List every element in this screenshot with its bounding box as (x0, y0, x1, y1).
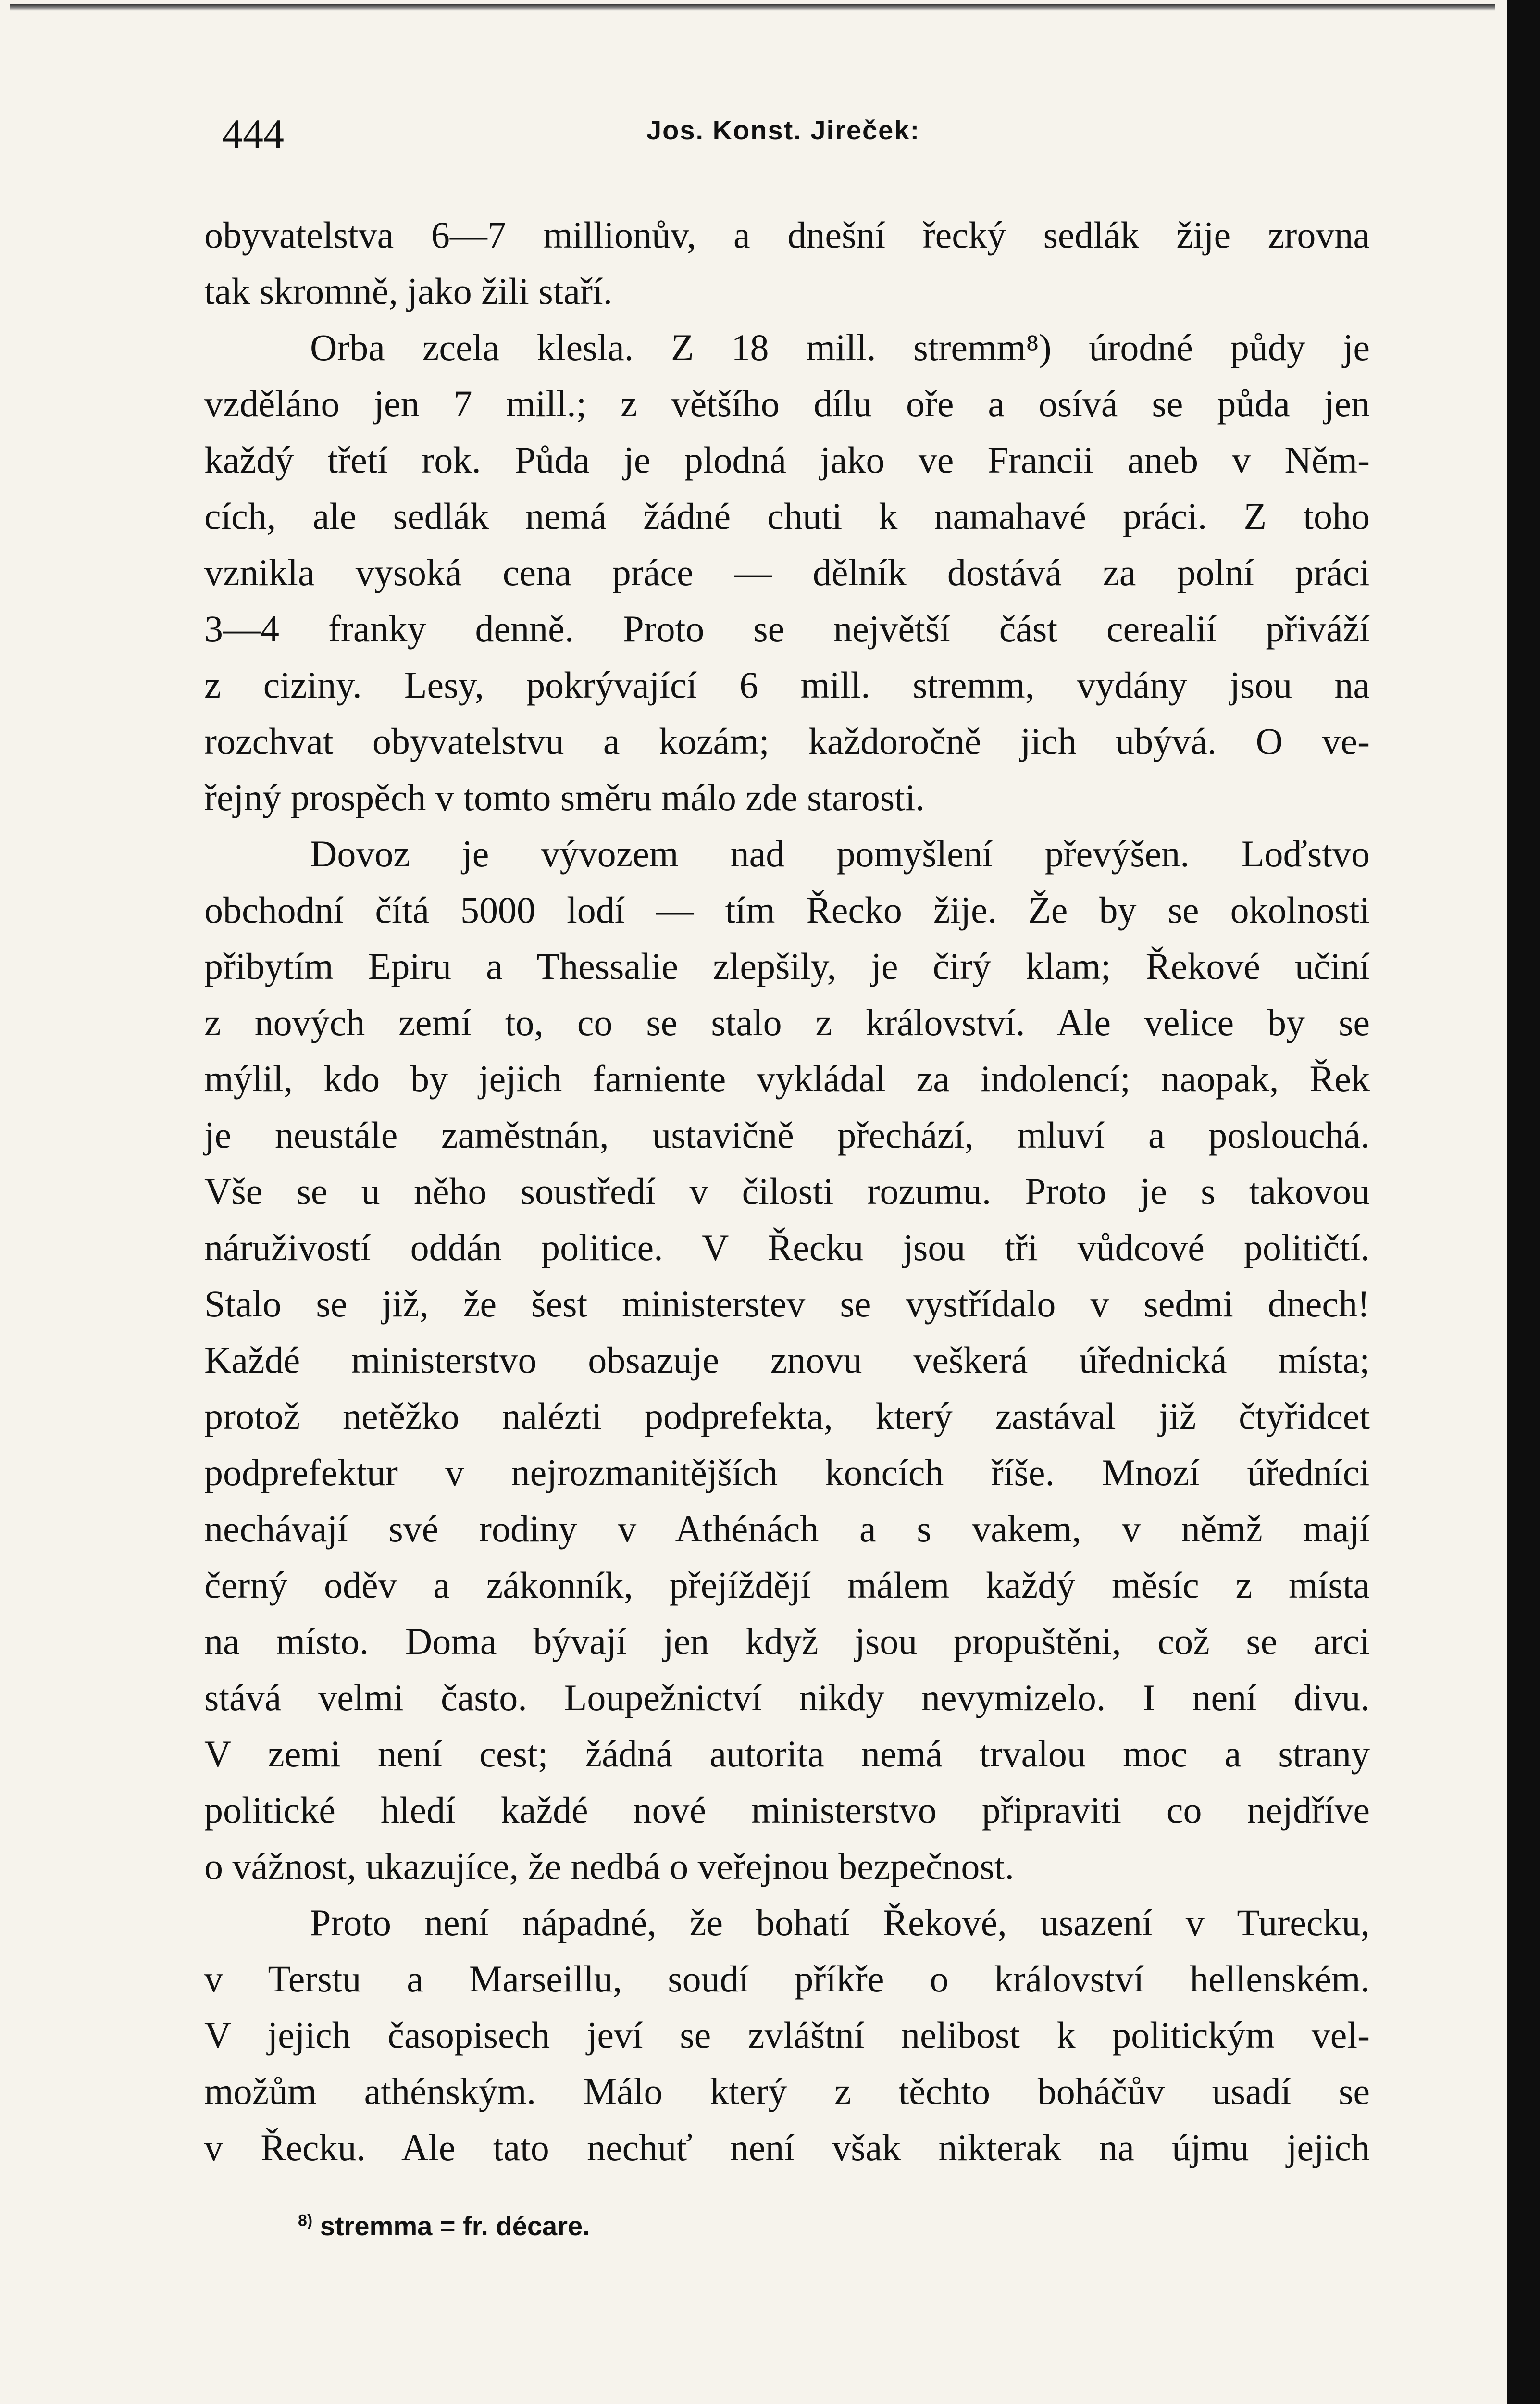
paragraph-3 (204, 826, 1370, 1894)
text-line: Dovoz je vývozem nad pomyšlení převýšen. Loďstvo (310, 833, 1370, 875)
text-line: Vše se u něho soustředí v čilosti rozumu. Proto je s takovou (204, 1170, 1370, 1212)
text-line: vznikla vysoká cena práce — dělník dostává za polní práci (204, 551, 1370, 593)
text-line: Stalo se již, že šest ministerstev se vystřídalo v sedmi dnech! (204, 1283, 1370, 1325)
text-line: možům athénským. Málo který z těchto boháčův usadí se (204, 2070, 1370, 2112)
text-line: Proto není nápadné, že bohatí Řekové, usazení v Turecku, (310, 1902, 1370, 1943)
text-line: podprefektur v nejrozmanitějších koncích říše. Mnozí úředníci (204, 1452, 1370, 1493)
text-line: Každé ministerstvo obsazuje znovu veškerá úřednická místa; (204, 1339, 1370, 1381)
text-line: na místo. Doma bývají jen když jsou propuštěni, což se arci (204, 1620, 1370, 1662)
text-line: nechávají své rodiny v Athénách a s vakem, v němž mají (204, 1508, 1370, 1550)
text-line: je neustále zaměstnán, ustavičně přechází, mluví a poslouchá. (204, 1114, 1370, 1156)
text-line: protož netěžko nalézti podprefekta, který zastával již čtyřidcet (204, 1395, 1370, 1437)
text-line: každý třetí rok. Půda je plodná jako ve Francii aneb v Něm- (204, 439, 1370, 481)
text-line: vzděláno jen 7 mill.; z většího dílu oře a osívá se půda jen (204, 383, 1370, 425)
text-line: o vážnost, ukazujíce, že nedbá o veřejnou bezpečnost. (204, 1845, 1014, 1887)
text-line: v Terstu a Marseillu, soudí příkře o království hellenském. (204, 1958, 1370, 2000)
paragraph-1 (204, 207, 1370, 319)
text-line: z nových zemí to, co se stalo z království. Ale velice by se (204, 1002, 1370, 1043)
scan-top-edge (10, 4, 1495, 11)
footnote-text: stremma = fr. décare. (320, 2211, 590, 2241)
footnote-marker: 8) (298, 2211, 313, 2230)
running-head: Jos. Konst. Jireček: (646, 115, 920, 145)
text-line: cích, ale sedlák nemá žádné chuti k namahavé práci. Z toho (204, 495, 1370, 537)
text-line: v Řecku. Ale tato nechuť není však nikterak na újmu jejich (204, 2127, 1370, 2168)
page-number: 444 (222, 111, 284, 157)
text-line: mýlil, kdo by jejich farniente vykládal za indolencí; naopak, Řek (204, 1058, 1370, 1100)
text-line: obchodní čítá 5000 lodí — tím Řecko žije. Že by se okolnosti (204, 889, 1370, 931)
text-line: černý oděv a zákonník, přejíždějí málem každý měsíc z místa (204, 1564, 1370, 1606)
footnote (298, 2210, 590, 2241)
text-line: řejný prospěch v tomto směru málo zde starosti. (204, 776, 925, 818)
text-line: tak skromně, jako žili staří. (204, 270, 613, 312)
paragraph-4 (204, 1894, 1370, 2176)
text-line: náruživostí oddán politice. V Řecku jsou tři vůdcové političtí. (204, 1227, 1370, 1268)
text-line: 3—4 franky denně. Proto se největší část cerealií přiváží (204, 608, 1370, 650)
text-line: rozchvat obyvatelstvu a kozám; každoročně jich ubývá. O ve- (204, 720, 1370, 762)
text-line: V zemi není cest; žádná autorita nemá trvalou moc a strany (204, 1733, 1370, 1775)
text-line: stává velmi často. Loupežnictví nikdy nevymizelo. I není divu. (204, 1677, 1370, 1718)
text-line: politické hledí každé nové ministerstvo připraviti co nejdříve (204, 1789, 1370, 1831)
text-line: V jejich časopisech jeví se zvláštní nelibost k politickým vel- (204, 2014, 1370, 2056)
body-text (204, 207, 1370, 2176)
text-line: Orba zcela klesla. Z 18 mill. stremm⁸) úrodné půdy je (310, 326, 1370, 368)
text-line: z ciziny. Lesy, pokrývající 6 mill. stremm, vydány jsou na (204, 664, 1370, 706)
paragraph-2 (204, 319, 1370, 826)
text-line: obyvatelstva 6—7 millionův, a dnešní řecký sedlák žije zrovna (204, 214, 1370, 256)
text-line: přibytím Epiru a Thessalie zlepšily, je čirý klam; Řekové učiní (204, 945, 1370, 987)
scan-right-edge (1507, 0, 1540, 2404)
